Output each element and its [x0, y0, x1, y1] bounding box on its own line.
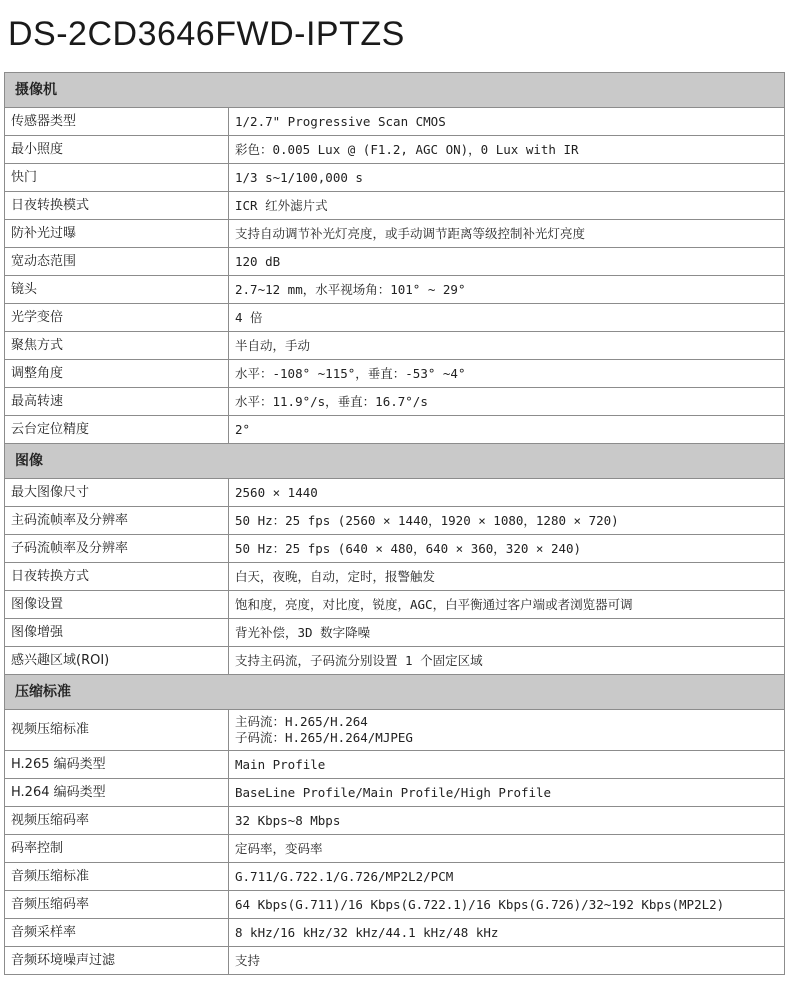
spec-value [229, 807, 785, 835]
spec-row [5, 304, 785, 332]
spec-value-line: 定码率，变码率 [235, 840, 323, 856]
spec-value [229, 479, 785, 507]
spec-row [5, 507, 785, 535]
spec-value [229, 108, 785, 136]
spec-value-line: 半自动，手动 [235, 337, 311, 353]
spec-label: 调整角度 [5, 360, 229, 388]
spec-label: 云台定位精度 [5, 416, 229, 444]
spec-row [5, 751, 785, 779]
spec-value [229, 591, 785, 619]
spec-value [229, 619, 785, 647]
section-header [5, 73, 785, 108]
spec-value-line: 4 倍 [235, 309, 263, 325]
spec-value [229, 507, 785, 535]
spec-value-line: Main Profile [235, 756, 326, 772]
spec-label: 图像设置 [5, 591, 229, 619]
spec-label: 子码流帧率及分辨率 [5, 535, 229, 563]
spec-label: 码率控制 [5, 835, 229, 863]
spec-label: 快门 [5, 164, 229, 192]
spec-row [5, 835, 785, 863]
spec-value [229, 360, 785, 388]
spec-value-line: 32 Kbps~8 Mbps [235, 812, 341, 828]
spec-label: 视频压缩码率 [5, 807, 229, 835]
spec-row [5, 479, 785, 507]
spec-row [5, 220, 785, 248]
spec-label: 聚焦方式 [5, 332, 229, 360]
spec-label: 防补光过曝 [5, 220, 229, 248]
spec-row [5, 248, 785, 276]
spec-value-line: 水平：11.9°/s，垂直：16.7°/s [235, 393, 428, 409]
model-title: DS-2CD3646FWD-IPTZS [8, 15, 405, 53]
spec-value-line: 50 Hz：25 fps (2560 × 1440，1920 × 1080，1280 × 720) [235, 512, 619, 528]
spec-value-line: 120 dB [235, 253, 281, 269]
spec-value [229, 891, 785, 919]
spec-label: 音频采样率 [5, 919, 229, 947]
spec-row [5, 947, 785, 975]
spec-value [229, 563, 785, 591]
spec-value [229, 388, 785, 416]
spec-value [229, 779, 785, 807]
spec-row [5, 388, 785, 416]
spec-value-line: 2.7~12 mm，水平视场角：101° ~ 29° [235, 281, 466, 297]
spec-value-line: 2560 × 1440 [235, 484, 318, 500]
spec-row [5, 332, 785, 360]
spec-value [229, 248, 785, 276]
spec-label: 视频压缩标准 [5, 710, 229, 751]
spec-value [229, 304, 785, 332]
spec-value-line: 背光补偿，3D 数字降噪 [235, 624, 371, 640]
spec-value-line: 支持主码流，子码流分别设置 1 个固定区域 [235, 652, 483, 668]
spec-label: 音频环境噪声过滤 [5, 947, 229, 975]
spec-value [229, 710, 785, 751]
spec-label: H.264 编码类型 [5, 779, 229, 807]
spec-row [5, 164, 785, 192]
spec-label: 日夜转换方式 [5, 563, 229, 591]
spec-row [5, 108, 785, 136]
spec-label: 音频压缩码率 [5, 891, 229, 919]
spec-label: 最大图像尺寸 [5, 479, 229, 507]
spec-label: 传感器类型 [5, 108, 229, 136]
spec-value-line: 64 Kbps(G.711)/16 Kbps(G.722.1)/16 Kbps(G.726)/32~192 Kbps(MP2L2) [235, 896, 725, 912]
spec-row [5, 807, 785, 835]
spec-row [5, 360, 785, 388]
spec-label: 音频压缩标准 [5, 863, 229, 891]
spec-value-line: 1/2.7" Progressive Scan CMOS [235, 113, 446, 129]
spec-row [5, 416, 785, 444]
spec-row [5, 710, 785, 751]
spec-label: 光学变倍 [5, 304, 229, 332]
spec-row [5, 779, 785, 807]
spec-label: 宽动态范围 [5, 248, 229, 276]
spec-value-line: 2° [235, 421, 251, 437]
spec-value [229, 919, 785, 947]
spec-value-line: BaseLine Profile/Main Profile/High Profile [235, 784, 552, 800]
spec-value [229, 751, 785, 779]
spec-row [5, 647, 785, 675]
spec-label: H.265 编码类型 [5, 751, 229, 779]
spec-label: 日夜转换模式 [5, 192, 229, 220]
section-header [5, 444, 785, 479]
spec-value [229, 136, 785, 164]
spec-label: 感兴趣区域(ROI) [5, 647, 229, 675]
spec-row [5, 919, 785, 947]
spec-value [229, 276, 785, 304]
spec-value-line: 主码流：H.265/H.264 [235, 714, 368, 729]
spec-label: 镜头 [5, 276, 229, 304]
spec-value [229, 947, 785, 975]
spec-value-line: 水平：-108° ~115°，垂直：-53° ~4° [235, 365, 466, 381]
spec-value [229, 416, 785, 444]
spec-label: 图像增强 [5, 619, 229, 647]
spec-row [5, 276, 785, 304]
spec-value-line: 支持 [235, 952, 261, 968]
spec-row [5, 535, 785, 563]
spec-row [5, 619, 785, 647]
spec-table-body [5, 73, 785, 975]
spec-row [5, 563, 785, 591]
spec-label: 主码流帧率及分辨率 [5, 507, 229, 535]
section-heading: 图像 [5, 444, 785, 479]
spec-value-line: ICR 红外滤片式 [235, 197, 328, 213]
spec-value [229, 220, 785, 248]
section-header [5, 675, 785, 710]
spec-row [5, 192, 785, 220]
spec-value-line: 子码流：H.265/H.264/MJPEG [235, 730, 413, 745]
spec-value [229, 647, 785, 675]
spec-row [5, 863, 785, 891]
spec-table [4, 72, 785, 975]
spec-row [5, 891, 785, 919]
spec-value-line: 8 kHz/16 kHz/32 kHz/44.1 kHz/48 kHz [235, 924, 499, 940]
spec-value [229, 192, 785, 220]
section-heading: 压缩标准 [5, 675, 785, 710]
spec-label: 最小照度 [5, 136, 229, 164]
spec-value-line: 支持自动调节补光灯亮度，或手动调节距离等级控制补光灯亮度 [235, 225, 586, 241]
spec-value-line: 白天，夜晚，自动，定时，报警触发 [235, 568, 436, 584]
spec-value [229, 835, 785, 863]
spec-value [229, 332, 785, 360]
spec-value-line: 50 Hz：25 fps (640 × 480，640 × 360，320 × 240) [235, 540, 582, 556]
spec-value [229, 164, 785, 192]
spec-label: 最高转速 [5, 388, 229, 416]
spec-value-line: 饱和度，亮度，对比度，锐度，AGC，白平衡通过客户端或者浏览器可调 [235, 596, 633, 612]
spec-value-line: 1/3 s~1/100,000 s [235, 169, 363, 185]
spec-row [5, 136, 785, 164]
section-heading: 摄像机 [5, 73, 785, 108]
spec-value [229, 535, 785, 563]
spec-value-line: 彩色：0.005 Lux @ (F1.2, AGC ON)，0 Lux with IR [235, 141, 579, 157]
spec-value [229, 863, 785, 891]
spec-row [5, 591, 785, 619]
spec-value-line: G.711/G.722.1/G.726/MP2L2/PCM [235, 868, 454, 884]
